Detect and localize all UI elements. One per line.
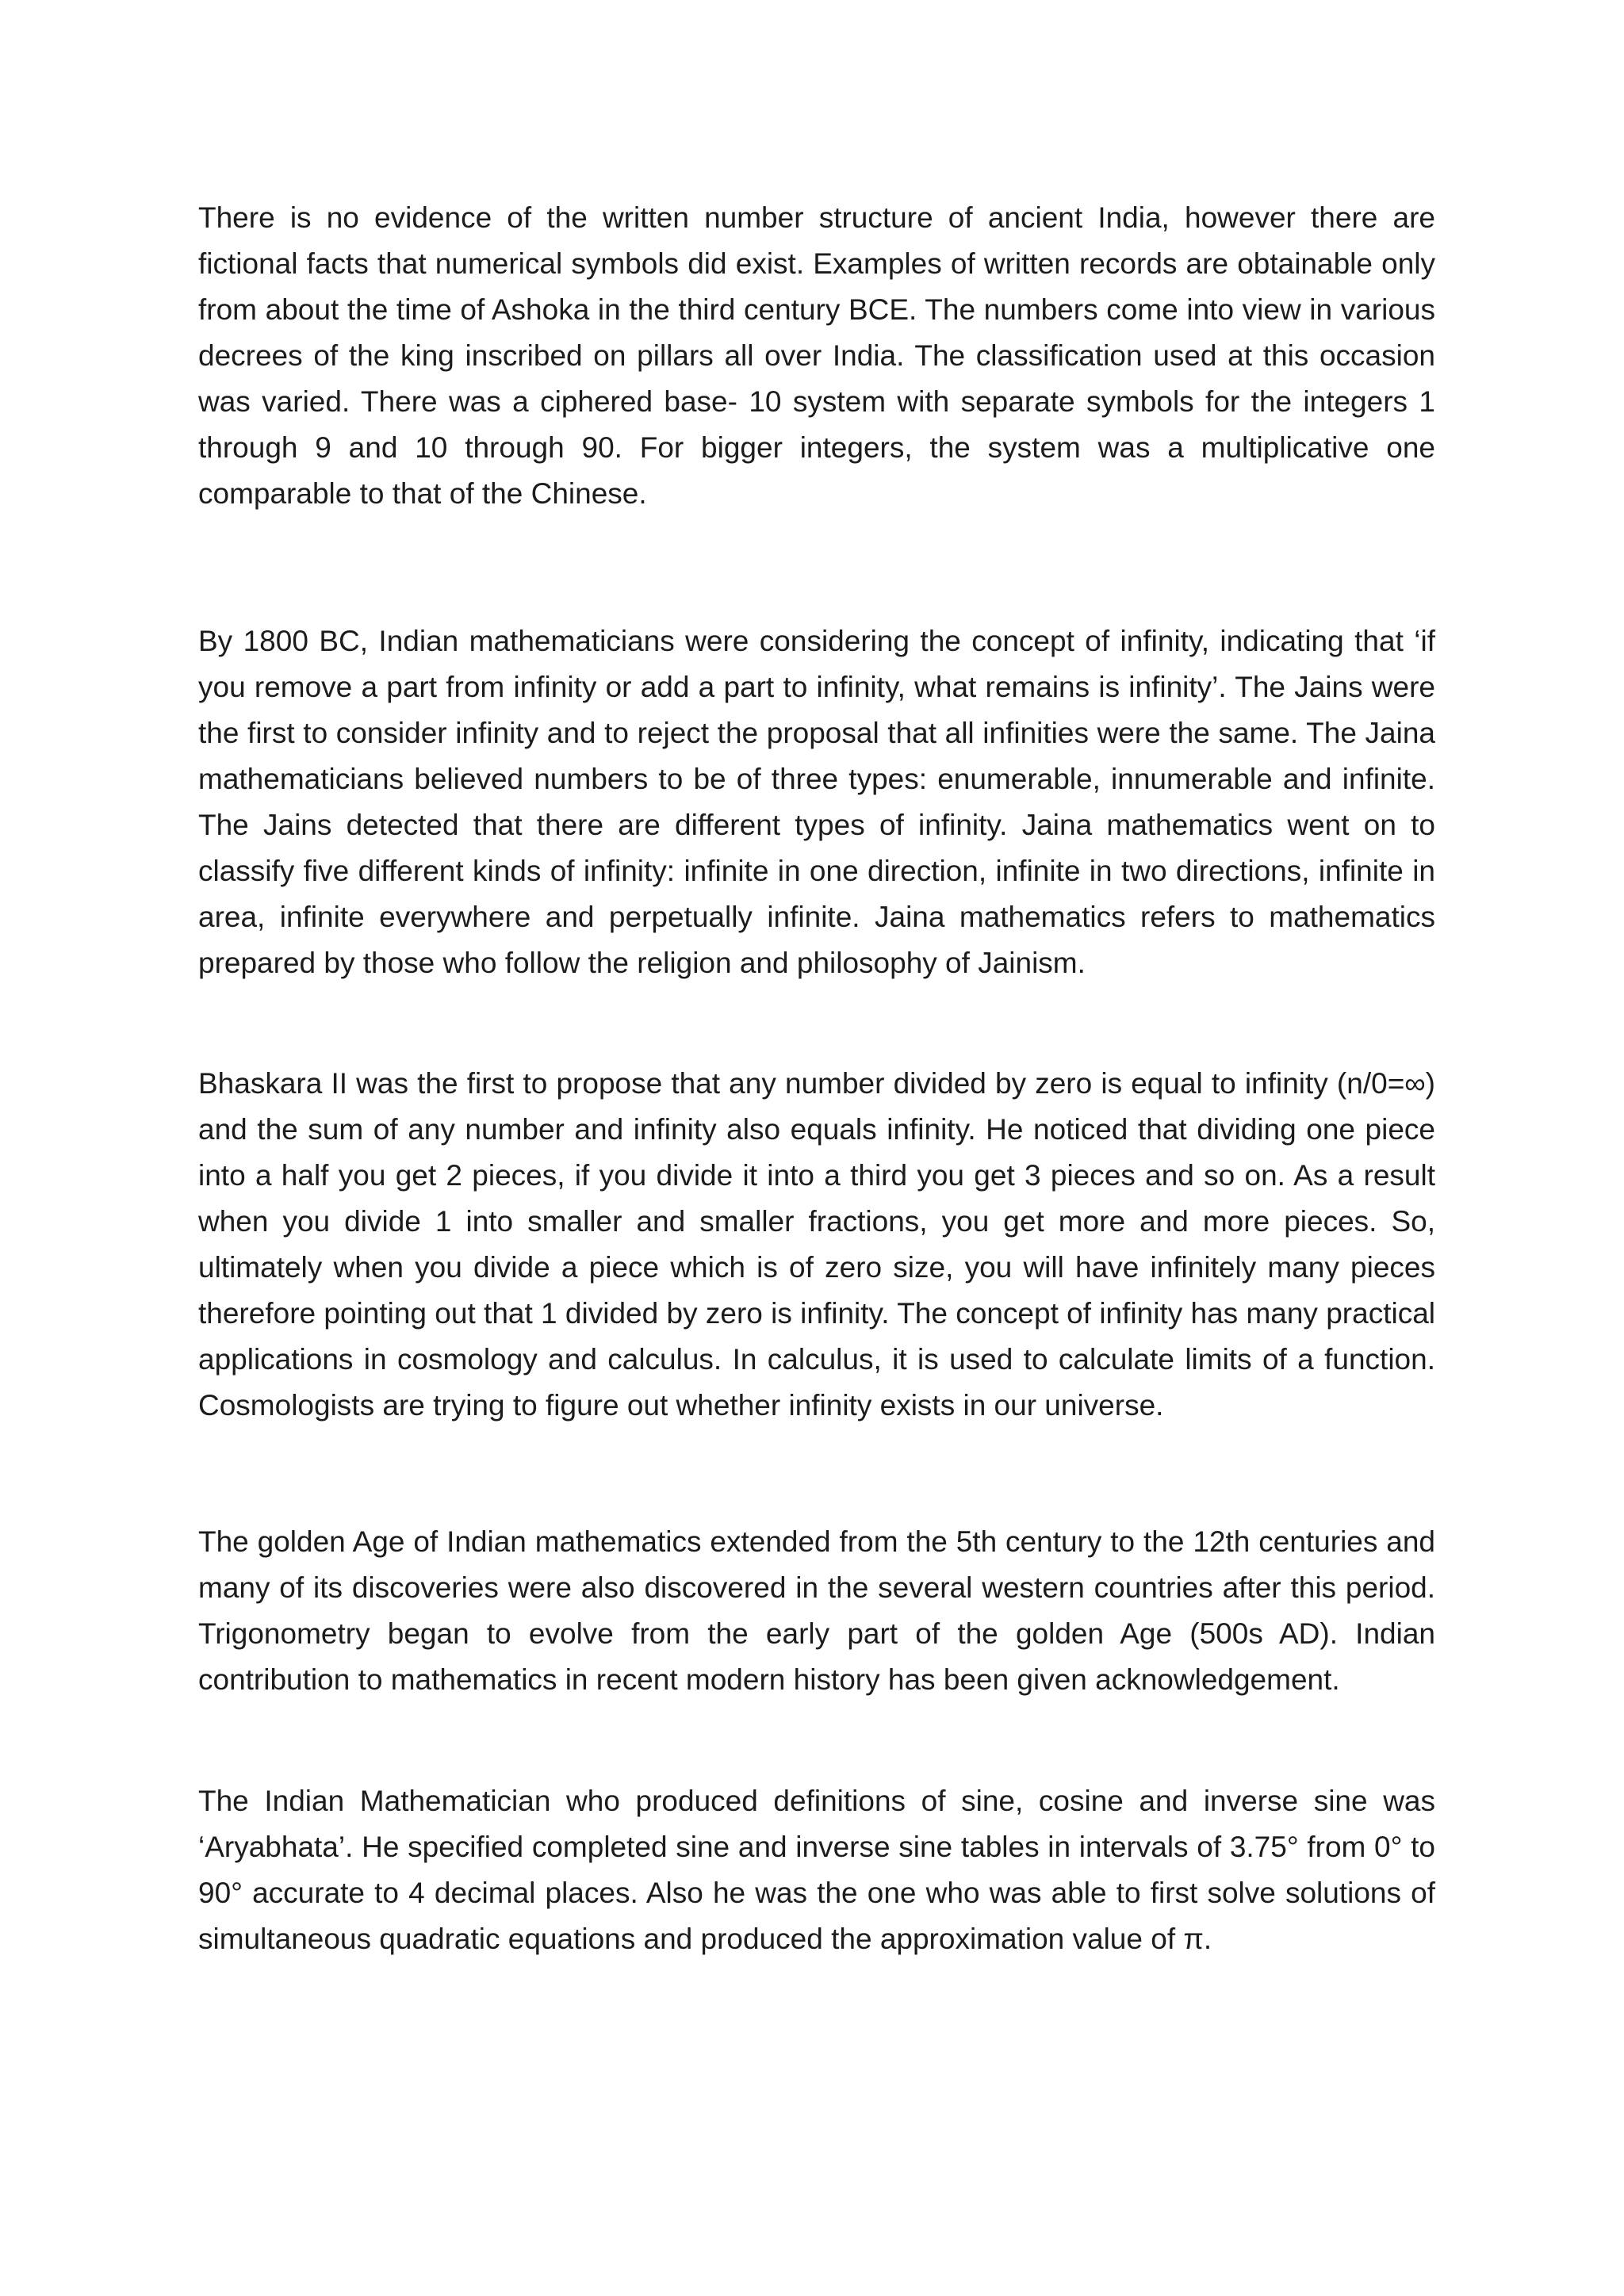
paragraph-golden-age: The golden Age of Indian mathematics extended from the 5th century to the 12th centuries and many of its discoveries were also discovered in the several western countries after this period. Trigonometry began to evolve from the early part of the golden Age (500s AD). Indian contribution to mathematics in recent modern history has been given acknowledgement. <box>198 1525 1435 1696</box>
paragraph-concept-of-infinity: By 1800 BC, Indian mathematicians were considering the concept of infinity, indicating that ‘if you remove a part from infinity or add a part to infinity, what remains is infinity’. The Jains were the first to consider infinity and to reject the proposal that all infinities were the same. The Jaina mathematicians believed numbers to be of three types: enumerable, innumerable and infinite. The Jains detected that there are different types of infinity. Jaina mathematics went on to classify five different kinds of infinity: infinite in one direction, infinite in two directions, infinite in area, infinite everywhere and perpetually infinite. Jaina mathematics refers to mathematics prepared by those who follow the religion and philosophy of Jainism. <box>198 625 1435 979</box>
paragraph-written-numbers: There is no evidence of the written number structure of ancient India, however there are fictional facts that numerical symbols did exist. Examples of written records are obtainable only from about the time of Ashoka in the third century BCE. The numbers come into view in various decrees of the king inscribed on pillars all over India. The classification used at this occasion was varied. There was a ciphered base- 10 system with separate symbols for the integers 1 through 9 and 10 through 90. For bigger integers, the system was a multiplicative one comparable to that of the Chinese. <box>198 201 1435 510</box>
paragraph-aryabhata-trigonometry: The Indian Mathematician who produced definitions of sine, cosine and inverse sine was ‘Aryabhata’. He specified completed sine and inverse sine tables in intervals of 3.75° from 0° to 90° accurate to 4 decimal places. Also he was the one who was able to first solve solutions of simultaneous quadratic equations and produced the approximation value of π. <box>198 1785 1435 1955</box>
paragraph-bhaskara-division-by-zero: Bhaskara II was the first to propose that any number divided by zero is equal to infinity (n/0=∞) and the sum of any number and infinity also equals infinity. He noticed that dividing one piece into a half you get 2 pieces, if you divide it into a third you get 3 pieces and so on. As a result when you divide 1 into smaller and smaller fractions, you get more and more pieces. So, ultimately when you divide a piece which is of zero size, you will have infinitely many pieces therefore pointing out that 1 divided by zero is infinity. The concept of infinity has many practical applications in cosmology and calculus. In calculus, it is used to calculate limits of a function. Cosmologists are trying to figure out whether infinity exists in our universe. <box>198 1067 1435 1422</box>
